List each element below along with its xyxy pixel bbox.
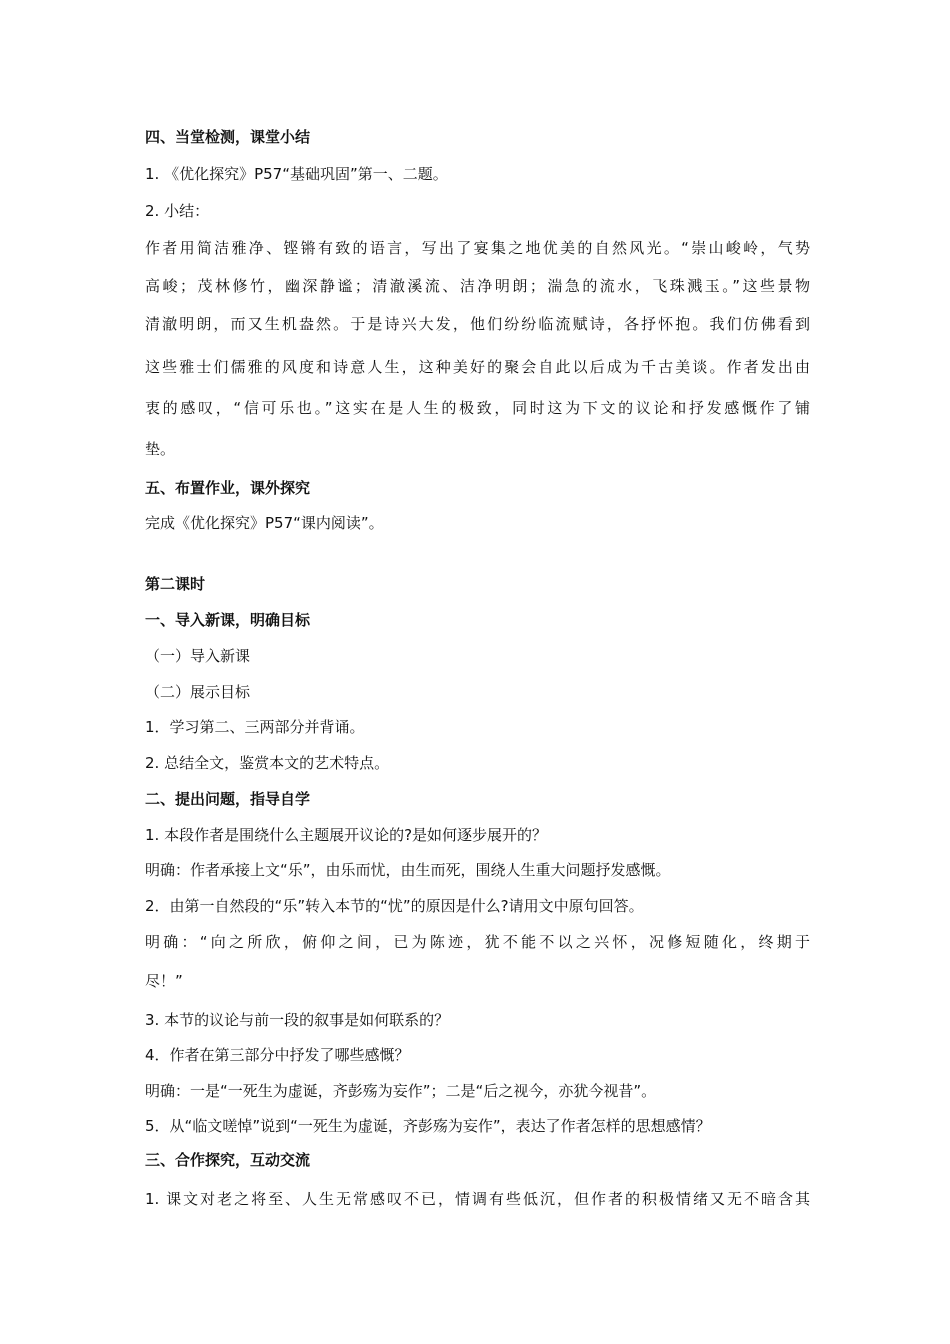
paragraph-line: 作者用简洁雅净、铿锵有致的语言，写出了宴集之地优美的自然风光。“崇山峻岭，气势 <box>145 239 810 257</box>
paragraph-line: 高峻；茂林修竹，幽深静谧；清澈溪流、洁净明朗；湍急的流水，飞珠溅玉。”这些景物 <box>145 277 810 295</box>
paragraph-line: 这些雅士们儒雅的风度和诗意人生，这种美好的聚会自此以后成为千古美谈。作者发出由 <box>145 358 810 376</box>
section-heading-1: 一、导入新课，明确目标 <box>145 611 311 629</box>
paragraph-line: 4．作者在第三部分中抒发了哪些感慨？ <box>145 1046 410 1064</box>
paragraph-line: 清澈明朗，而又生机盎然。于是诗兴大发，他们纷纷临流赋诗，各抒怀抱。我们仿佛看到 <box>145 315 810 333</box>
paragraph-line: 2．由第一自然段的“乐”转入本节的“忧”的原因是什么?请用文中原句回答。 <box>145 897 644 915</box>
paragraph-line: 1．学习第二、三两部分并背诵。 <box>145 718 365 736</box>
lesson-title: 第二课时 <box>145 575 206 593</box>
section-heading-3: 三、合作探究，互动交流 <box>145 1151 311 1169</box>
paragraph-line: （二）展示目标 <box>145 683 251 701</box>
paragraph-line: 尽！” <box>145 972 183 990</box>
paragraph-line: 衷的感叹，“信可乐也。”这实在是人生的极致，同时这为下文的议论和抒发感慨作了铺 <box>145 399 810 417</box>
paragraph-line: 明确：作者承接上文“乐”，由乐而忧，由生而死，围绕人生重大问题抒发感慨。 <box>145 861 671 879</box>
paragraph-line: 完成《优化探究》P57“课内阅读”。 <box>145 514 384 532</box>
paragraph-line: 1. 课文对老之将至、人生无常感叹不已，情调有些低沉，但作者的积极情绪又无不暗含其 <box>145 1190 810 1208</box>
section-heading-5: 五、布置作业，课外探究 <box>145 479 311 497</box>
paragraph-line: 3. 本节的议论与前一段的叙事是如何联系的？ <box>145 1011 450 1029</box>
section-heading-2: 二、提出问题，指导自学 <box>145 790 311 808</box>
paragraph-line: 明确：“向之所欣，俯仰之间，已为陈迹，犹不能不以之兴怀，况修短随化，终期于 <box>145 933 810 951</box>
paragraph-line: 2. 小结： <box>145 202 210 220</box>
paragraph-line: 2. 总结全文，鉴赏本文的艺术特点。 <box>145 754 390 772</box>
paragraph-line: 5．从“临文嗟悼”说到“一死生为虚诞，齐彭殇为妄作”，表达了作者怎样的思想感情？ <box>145 1117 711 1135</box>
section-heading-4: 四、当堂检测，课堂小结 <box>145 128 311 146</box>
paragraph-line: 1. 本段作者是围绕什么主题展开议论的?是如何逐步展开的？ <box>145 826 548 844</box>
paragraph-line: （一）导入新课 <box>145 647 251 665</box>
paragraph-line: 明确：一是“一死生为虚诞，齐彭殇为妄作”；二是“后之视今，亦犹今视昔”。 <box>145 1082 657 1100</box>
paragraph-line: 1. 《优化探究》P57“基础巩固”第一、二题。 <box>145 165 448 183</box>
paragraph-line: 垫。 <box>145 440 176 458</box>
